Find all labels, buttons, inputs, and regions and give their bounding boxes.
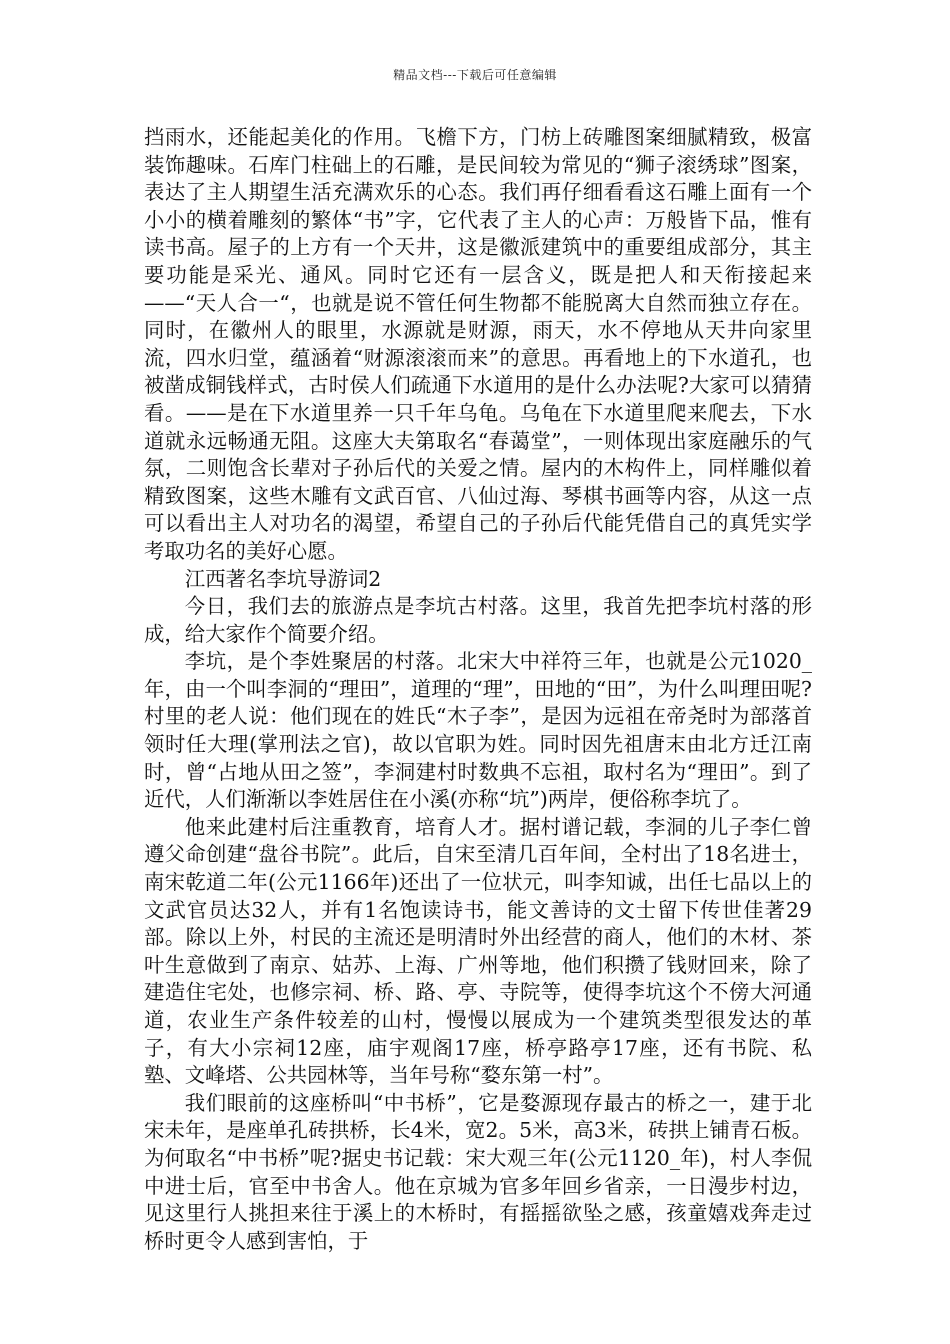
document-body — [144, 124, 812, 1255]
paragraph-5: 我们眼前的这座桥叫“中书桥”，它是婺源现存最古的桥之一，建于北宋未年，是座单孔砖拱桥，长4米，宽2。5米，高3米，砖拱上铺青石板。为何取名“中书桥”呢?据史书记载：宋大观三年(公元1120_年)，村人李侃中进士后，官至中书舍人。他在京城为官多年回乡省亲，一日漫步村边，见这里行人挑担来往于溪上的木桥时，有摇摇欲坠之感，孩童嬉戏奔走过桥时更令人感到害怕，于 — [144, 1090, 812, 1253]
paragraph-2: 今日，我们去的旅游点是李坑古村落。这里，我首先把李坑村落的形成，给大家作个简要介绍。 — [144, 594, 812, 646]
paragraph-4: 他来此建村后注重教育，培育人才。据村谱记载，李洞的儿子李仁曾遵父命创建“盘谷书院”。此后，自宋至清几百年间，全村出了18名进士，南宋乾道二年(公元1166年)还出了一位状元，叫李知诚，出任七品以上的文武官员达32人，并有1名饱读诗书，能文善诗的文士留下传世佳著29部。除以上外，村民的主流还是明清时外出经营的商人，他们的木材、茶叶生意做到了南京、姑苏、上海、广州等地，他们积攒了钱财回来，除了建造住宅处，也修宗祠、桥、路、亭、寺院等，使得李坑这个不傍大河通道，农业生产条件较差的山村，慢慢以展成为一个建筑类型很发达的革子，有大小宗祠12座，庙宇观阁17座，桥亭路亭17座，还有书院、私塾、文峰塔、公共园林等，当年号称“婺东第一村”。 — [144, 814, 812, 1088]
paragraph-1: 挡雨水，还能起美化的作用。飞檐下方，门枋上砖雕图案细腻精致，极富装饰趣味。石库门柱础上的石雕，是民间较为常见的“狮子滚绣球”图案，表达了主人期望生活充满欢乐的心态。我们再仔细看看这石雕上面有一个小小的横着雕刻的繁体“书”字，它代表了主人的心声：万般皆下品，惟有读书高。屋子的上方有一个天井，这是徽派建筑中的重要组成部分，其主要功能是采光、通风。同时它还有一层含义，既是把人和天衔接起来——“天人合一“，也就是说不管任何生物都不能脱离大自然而独立存在。同时，在徽州人的眼里，水源就是财源，雨天，水不停地从天井向家里流，四水归堂，蕴涵着“财源滚滚而来”的意思。再看地上的下水道孔，也被凿成铜钱样式，古时侯人们疏通下水道用的是什么办法呢?大家可以猜猜看。——是在下水道里养一只千年乌龟。乌龟在下水道里爬来爬去，下水道就永远畅通无阻。这座大夫第取名“春蔼堂”，一则体现出家庭融乐的气氛，二则饱含长辈对子孙后代的关爱之情。屋内的木构件上，同样雕似着精致图案，这些木雕有文武百官、八仙过海、琴棋书画等内容，从这一点可以看出主人对功名的渴望，希望自己的子孙后代能凭借自己的真凭实学考取功名的美好心愿。 — [144, 125, 812, 563]
paragraph-3: 李坑，是个李姓聚居的村落。北宋大中祥符三年，也就是公元1020_年，由一个叫李洞的“理田”，道理的“理”，田地的“田”，为什么叫理田呢?村里的老人说：他们现在的姓氏“木子李”，是因为远祖在帝尧时为部落首领时任大理(掌刑法之官)，故以官职为姓。同时因先祖唐末由北方迁江南时，曾“占地从田之签”，李洞建村时数典不忘祖，取村名为“理田”。到了近代，人们渐渐以李姓居住在小溪(亦称“坑”)两岸，便俗称李坑了。 — [144, 649, 812, 812]
section-title: 江西著名李坑导游词2 — [184, 566, 382, 591]
page-header: 精品文档---下载后可任意编辑 — [393, 68, 557, 82]
